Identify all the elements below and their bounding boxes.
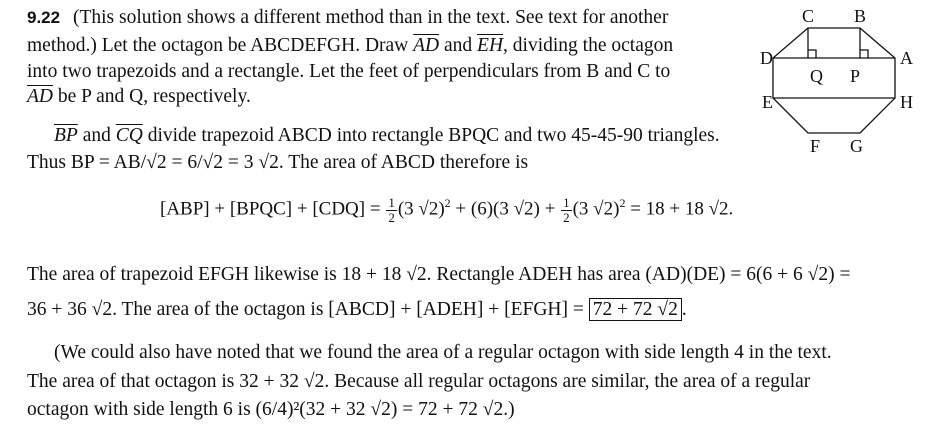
segment-bp: $\overline{BP}$ (54, 125, 78, 146)
right-angle-p (860, 50, 868, 58)
text-l8c: . (681, 299, 687, 320)
frac-den: 2 (388, 209, 395, 225)
text-l10: The area of that octagon is 32 + 32 √2. Because all regular octagons are similar, the area of a regular (27, 371, 811, 392)
segment-ad-2: $\overline{AD}$ (27, 86, 53, 107)
line-11 (27, 400, 515, 420)
text-l7: The area of trapezoid EFGH likewise is 18 + 18 √2. Rectangle ADEH has area (AD)(DE) = 6(6 + 6 √2) = (27, 264, 851, 285)
octagon-outline (773, 28, 895, 133)
text-l5b: and (82, 125, 111, 146)
segment-eh: $\overline{EH}$ (477, 35, 504, 56)
text-l6: Thus BP = AB/√2 = 6/√2 = 3 √2. The area of ABCD therefore is (27, 152, 529, 173)
label-c: C (802, 6, 815, 26)
boxed-answer: 72 + 72 √2 (589, 298, 682, 321)
line-1 (27, 8, 668, 28)
text-l2a: method.) Let the octagon be ABCDEFGH. Draw (27, 35, 409, 56)
problem-number: 9.22 (27, 8, 61, 27)
text-l8a: 36 + 36 √2. The area of the octagon is [ABCD] + [ADEH] + [EFGH] = (27, 299, 584, 320)
label-b: B (854, 6, 867, 26)
eq-part-b: (3 √2) (397, 198, 445, 220)
frac-den-2: 2 (563, 209, 570, 225)
label-a: A (900, 48, 913, 68)
frac-num-2: 1 (563, 195, 570, 210)
area-equation (160, 196, 733, 224)
text-l3: into two trapezoids and a rectangle. Let the feet of perpendiculars from B and C to (27, 61, 671, 82)
right-angle-q (808, 50, 816, 58)
segment-ad: $\overline{AD}$ (413, 35, 440, 56)
label-p: P (850, 66, 861, 86)
line-10 (27, 372, 810, 392)
label-g: G (850, 136, 863, 156)
text-l11: octagon with side length 6 is (6/4)²(32 + 32 √2) = 72 + 72 √2.) (27, 399, 515, 420)
line-3 (27, 62, 670, 82)
text-l9: (We could also have noted that we found the area of a regular octagon with side length 4 in the text. (54, 342, 832, 363)
eq-part-c: + (6)(3 √2) + (455, 198, 556, 220)
label-f: F (810, 136, 821, 156)
text-l5d: divide trapezoid ABCD into rectangle BPQC and two 45-45-90 triangles. (147, 125, 720, 146)
line-4 (27, 87, 251, 107)
frac-num: 1 (388, 195, 395, 210)
eq-part-a: [ABP] + [BPQC] + [CDQ] = (160, 198, 381, 220)
label-d: D (760, 48, 773, 68)
line-8 (27, 300, 687, 320)
octagon-diagram (760, 0, 930, 160)
fraction-half (386, 196, 397, 224)
square-exp-2: 2 (619, 196, 626, 211)
line-6 (27, 153, 528, 173)
text-l2e: , dividing the octagon (503, 35, 674, 56)
text-l1: (This solution shows a different method than in the text. See text for another (72, 7, 669, 28)
eq-part-e: = 18 + 18 √2. (630, 198, 734, 220)
label-h: H (900, 92, 913, 112)
line-7 (27, 265, 851, 285)
segment-cq: $\overline{CQ}$ (115, 125, 143, 146)
text-l2c: and (444, 35, 473, 56)
fraction-half-2 (561, 196, 572, 224)
line-9 (54, 343, 832, 363)
eq-part-d: (3 √2) (572, 198, 620, 220)
label-e: E (762, 92, 773, 112)
line-5 (54, 126, 720, 146)
square-exp: 2 (444, 196, 451, 211)
label-q: Q (810, 66, 823, 86)
line-2 (27, 36, 673, 56)
text-l4b: be P and Q, respectively. (57, 86, 251, 107)
